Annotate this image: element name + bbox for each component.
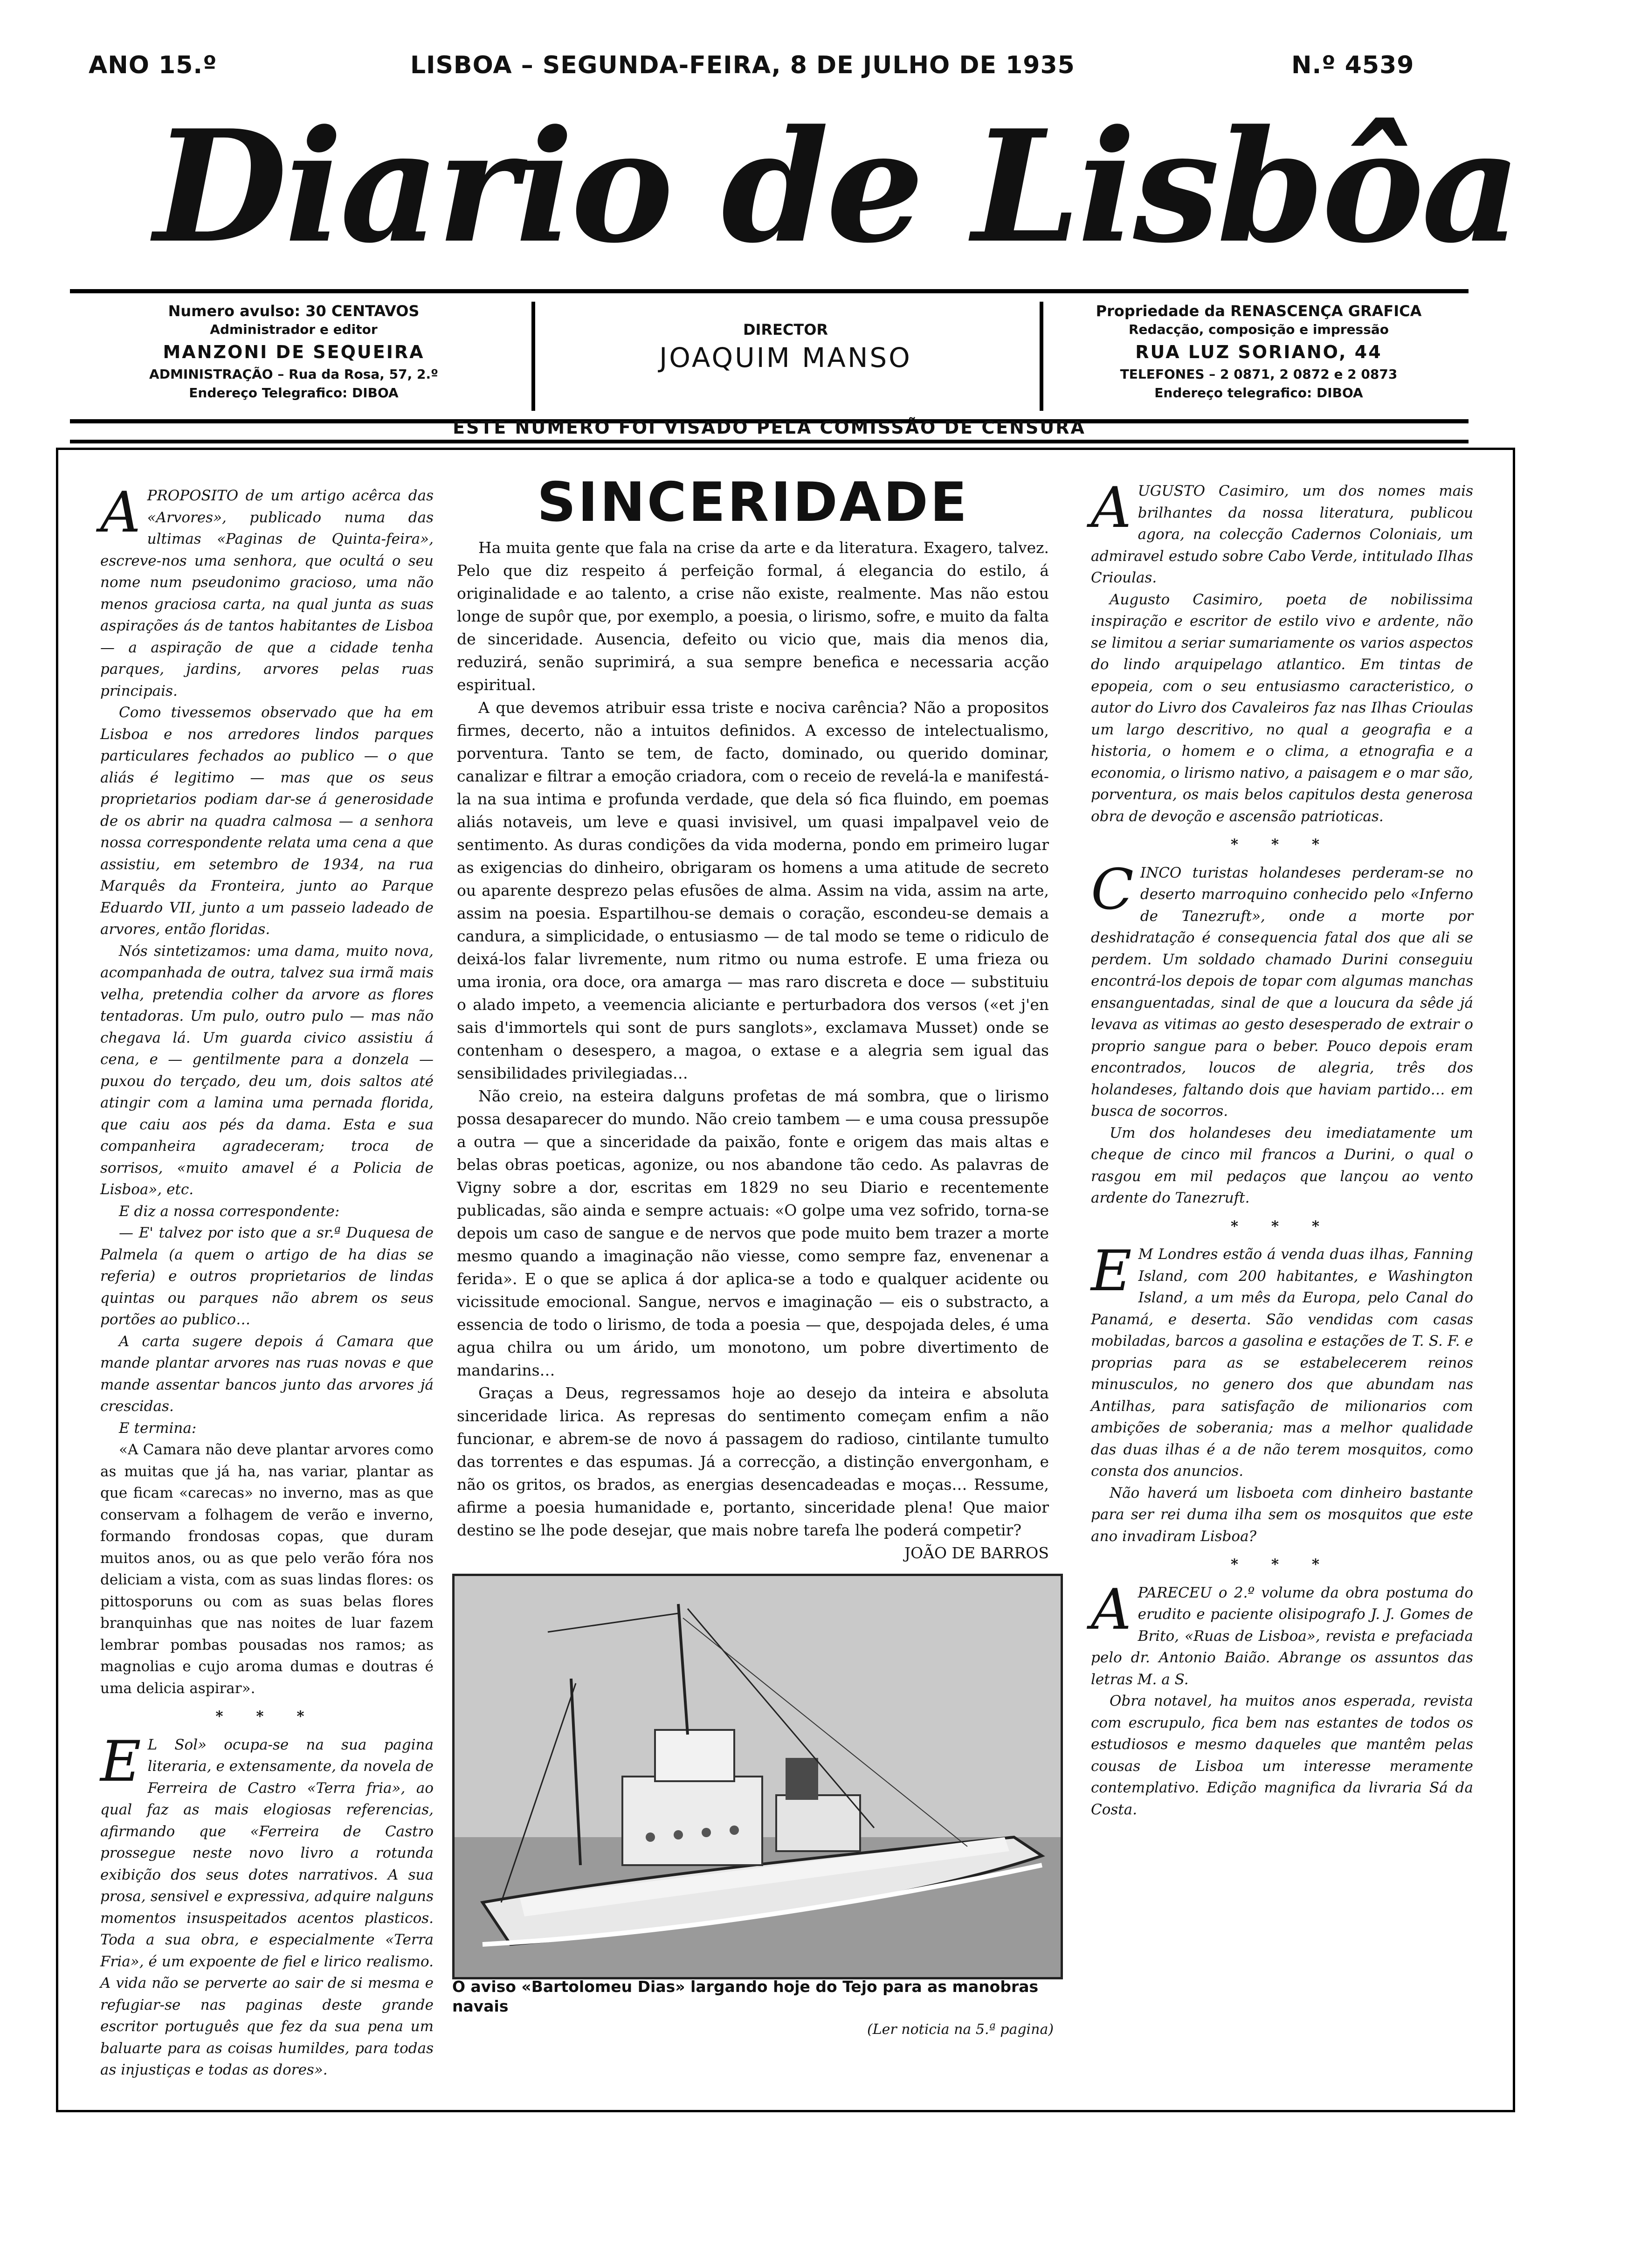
separator	[531, 302, 535, 411]
article-ilhas-venda	[1091, 1239, 1473, 1482]
drop-cap: E	[100, 1729, 141, 1794]
info-box	[70, 289, 1469, 423]
quoted-letter: «A Camara não deve plantar arvores como as muitas que já ha, nas variar, plantar as que ficam «carecas» no inverno, mas as que conservam a folhagem de verão e inverno, formando frondosas copas, que duram muitos anos, ou as que pelo verão fóra nos deliciam a vista, com as suas lindas flores: os pittosporuns ou com as suas belas flores branquinhas que nas noites de luar fazem lembrar pombas pousadas nos ramos; as magnolias e cujo aroma dumas e doutras é uma delicia aspirar».	[100, 1441, 434, 1697]
drop-cap: A	[100, 480, 141, 545]
paragraph: Ha muita gente que fala na crise da arte e da literatura. Exagero, talvez. Pelo que diz respeito á perfeição formal, á elegancia do estilo, á originalidade e ao talento, a crise não existe, realmente. Mas não estou longe de supôr que, por exemplo, a poesia, o lirismo, sofre, e muito da falta de sinceridade. Ausencia, defeito ou vicio que, mais dia menos dia, reduzirá, senão suprimirá, a sua sempre benefica e necessaria acção espiritual.	[457, 539, 1049, 694]
dateline: LISBOA – SEGUNDA-FEIRA, 8 DE JULHO DE 1935	[410, 51, 1075, 79]
paragraph: Não creio, na esteira dalguns profetas de má sombra, que o lirismo possa desaparecer do mundo. Não creio tambem — e uma cousa pressupõe a outra — que a sinceridade da paixão, fonte e origem das mais altas e belas obras poeticas, agonize, ou nos abandone tão cedo. As palavras de Vigny sobre a dor, escritas em 1829 no seu Diario e recentemente publicadas, são ainda e sempre actuais: «O golpe uma vez sofrido, torna-se depois um caso de sangue e de nervos que pode muito bem trazer a morte mesmo quando a imaginação não viesse, como sempre faz, envenenar a ferida». E o que se aplica á dor aplica-se a todo e qualquer acidente ou vicissitude emocional. Sangue, nervos e imaginação — eis o substracto, a essencia de todo o lirismo, de toda a poesia — que, despojada deles, é uma agua chilra ou um árido, um monotono, um pobre divertimento de mandarins…	[457, 1087, 1049, 1379]
office-label: Redacção, composição e impressão	[1128, 322, 1389, 337]
paragraph: Não haverá um lisboeta com dinheiro bastante para ser rei duma ilha sem os mosquitos que este ano invadiram Lisboa?	[1091, 1484, 1473, 1545]
main-article	[457, 536, 1049, 1562]
paragraph: Nós sintetizamos: uma dama, muito nova, acompanhada de outra, talvez sua irmã mais velha, pretendia colher da arvore as flores tentadoras. Um pulo, outro pulo — mas não chegava lá. Um guarda civico assistiu á cena, e — gentilmente para a donzela — puxou do terçado, deu um, dois saltos até atingir com a lamina uma pernada florida, que caiu aos pés da dama. Esta e sua companheira agradeceram; troca de sorrisos, «muito amavel é a Policia de Lisboa», etc.	[100, 942, 434, 1198]
price-label: Numero avulso: 30 CENTAVOS	[168, 302, 420, 320]
owner-label: Propriedade da RENASCENÇA GRAFICA	[1096, 302, 1422, 320]
paragraph: E diz a nossa correspondente:	[119, 1203, 340, 1220]
paragraph: Um dos holandeses deu imediatamente um cheque de cinco mil francos a Durini, o qual o rasgou em mil pedaços que lançou ao vento ardente do Tanezruft.	[1091, 1124, 1473, 1206]
photo-caption: O aviso «Bartolomeu Dias» largando hoje do Tejo para as manobras navais	[452, 1978, 1039, 2015]
censorship-notice: ESTE NUMERO FOI VISADO PELA COMISSÃO DE CENSURA	[70, 417, 1469, 443]
paragraph: Obra notavel, ha muitos anos esperada, revista com escrupulo, fica bem nas estantes de todos os estudiosos e mesmo daqueles que mantêm pelas cousas de Lisboa um interesse meramente contemplativo. Edição magnifica da livraria Sá da Costa.	[1091, 1693, 1473, 1818]
right-column	[1091, 476, 1473, 2066]
street-address: RUA LUZ SORIANO, 44	[1135, 342, 1382, 362]
telegraph-label: Endereço telegrafico: DIBOA	[1154, 385, 1363, 401]
headline: SINCERIDADE	[537, 471, 969, 534]
article-arvores	[100, 480, 434, 702]
drop-cap: A	[1091, 1577, 1131, 1642]
paragraph: UGUSTO Casimiro, um dos nomes mais brilhantes da nossa literatura, publicou agora, na colecção Cadernos Coloniais, um admiravel estudo sobre Cabo Verde, intitulado Ilhas Crioulas.	[1091, 483, 1473, 586]
paragraph: Graças a Deus, regressamos hoje ao desejo da inteira e absoluta sinceridade lirica. As represas do sentimento começam enfim a não funcionar, e abrem-se de novo á passagem do radioso, cintilante tumulto das torrentes e das espumas. Já a correcção, a distinção envergonham, e não os gritos, os brados, as energias desencadeadas e moças… Ressume, afirme a poesia humanidade e, portanto, sinceridade plena! Que maior destino se lhe pode desejar, que mais nobre tarefa lhe poderá competir?	[457, 1384, 1049, 1539]
caption-note: (Ler noticia na 5.ª pagina)	[867, 2021, 1054, 2038]
paragraph: L Sol» ocupa-se na sua pagina literaria, e extensamente, da novela de Ferreira de Castro «Terra fria», ao qual faz as mais elogiosas referencias, afirmando que «Ferreira de Castro prossegue neste novo livro a rotunda exibição dos seus dotes narrativos. A sua prosa, sensivel e expressiva, adquire nalguns momentos insuspeitados acentos plasticos. Toda a sua obra, e especialmente «Terra Fria», é um expoente de fiel e lirico realismo. A vida não se perverte ao sair de si mesma e refugiar-se nas paginas deste grande escritor português que fez da sua pena um baluarte para as coisas humildes, para todas as injustiças e todas as dores».	[100, 1736, 434, 2078]
ship-illustration	[455, 1576, 1061, 1977]
section-divider: * * *	[215, 1708, 318, 1725]
article-ruas-de-lisboa	[1091, 1577, 1473, 1691]
administration-block	[70, 302, 517, 411]
paragraph: PARECEU o 2.º volume da obra postuma do erudito e paciente olisipografo J. J. Gomes de Brito, «Ruas de Lisboa», revista e prefaciada pelo dr. Antonio Baião. Abrange os assuntos das letras M. a S.	[1091, 1584, 1473, 1688]
paragraph: A que devemos atribuir essa triste e nociva carência? Não a propositos firmes, decerto, não a intuitos definidos. A excesso de intelectualismo, porventura. Tanto se tem, de facto, dominado, ou querido dominar, canalizar e filtrar a emoção criadora, com o receio de revelá-la e manifestá-la na sua intima e profunda verdade, que dela só fica fluindo, em poemas aliás notaveis, um leve e quasi invisivel, um quasi impalpavel veio de sentimento. As duras condições da vida moderna, pondo em primeiro lugar as exigencias do dinheiro, obrigaram os homens a uma atitude de secreto ou aparente desprezo pelas efusões de alma. Assim na vida, assim na arte, assim na poesia. Espartilhou-se demais o coração, escondeu-se demais a candura, a simplicidade, o entusiasmo — de tal modo se teme o ridiculo de deixá-los falar livremente, num ritmo ou numa estrofe. E uma frieza ou uma ironia, ora doce, ora amarga — mas raro discreta e doce — substituiu o alado impeto, a veemencia aliciante e perturbadora dos versos («et j'en sais d'immortels qui sont de purs sanglots», exclamava Musset) onde se contenham o desespero, a magoa, o extase e a alegria sem igual das sensibilidades privilegiadas…	[457, 698, 1049, 1082]
drop-cap: A	[1091, 476, 1131, 540]
section-divider: * * *	[1230, 1556, 1334, 1573]
director-block	[541, 302, 1030, 411]
director-role: DIRECTOR	[743, 321, 828, 339]
admin-address: ADMINISTRAÇÃO – Rua da Rosa, 57, 2.º	[149, 366, 438, 382]
drop-cap: C	[1091, 857, 1134, 922]
author-signature: JOÃO DE BARROS	[904, 1544, 1049, 1562]
section-divider: * * *	[1230, 836, 1334, 853]
ownership-block	[1049, 302, 1469, 411]
admin-name: MANZONI DE SEQUEIRA	[163, 342, 425, 362]
director-name: JOAQUIM MANSO	[659, 342, 912, 373]
article-terra-fria	[100, 1729, 434, 2081]
ship-photo	[452, 1574, 1063, 1979]
issue-number: N.º 4539	[1291, 51, 1414, 79]
paragraph: Como tivessemos observado que ha em Lisboa e nos arredores lindos parques particulares fechados ao publico — o que aliás é legitimo — mas que os seus proprietarios podiam dar-se á generosidade de os abrir na quadra calmosa — a senhora nossa correspondente relata uma cena a que assistiu, em setembro de 1934, na rua Marquês da Fronteira, junto ao Parque Eduardo VII, junto a um passeio ladeado de arvores, então floridas.	[100, 704, 434, 938]
masthead-title: Diario de Lisbôa	[154, 96, 1519, 277]
paragraph: INCO turistas holandeses perderam-se no deserto marroquino conhecido pelo «Inferno de Tanezruft», onde a morte por deshidratação é consequencia fatal dos que ali se perdem. Um soldado chamado Durini conseguiu encontrá-los depois de topar com algumas manchas ensanguentadas, sinal de que a loucura da sêde já levava as vitimas ao gesto desesperado de extrair o proprio sangue para o beber. Pouco depois eram encontrados, loucos de alegria, três dos holandeses, faltando dois que haviam partido… em busca de socorros.	[1091, 864, 1473, 1120]
admin-role: Administrador e editor	[210, 322, 378, 337]
article-tanezruft	[1091, 857, 1473, 1122]
section-divider: * * *	[1230, 1217, 1334, 1235]
paragraph: Augusto Casimiro, poeta de nobilissima inspiração e escritor de estilo vivo e ardente, não se limitou a seriar sumariamente os varios aspectos do lindo arquipelago atlantico. Em tintas de epopeia, com o seu entusiasmo caracteristico, o autor do Livro dos Cavaleiros faz nas Ilhas Crioulas um largo descritivo, no qual a geografia e a historia, o homem e o clima, a etnografia e a economia, o lirismo nativo, a paisagem e o mar são, porventura, os mais belos capitulos desta generosa obra de devoção e ascensão patrioticas.	[1091, 591, 1473, 825]
phones-label: TELEFONES – 2 0871, 2 0872 e 2 0873	[1120, 366, 1398, 382]
admin-telegraph: Endereço Telegrafico: DIBOA	[189, 385, 399, 401]
drop-cap: E	[1091, 1239, 1132, 1304]
paragraph: E termina:	[119, 1419, 197, 1437]
paragraph: PROPOSITO de um artigo acêrca das «Arvores», publicado numa das ultimas «Paginas de Quinta-feira», escreve-nos uma senhora, que ocultá o seu nome num pseudonimo gracioso, uma não menos graciosa carta, na qual junta as suas aspirações ás de tantos habitantes de Lisboa — a aspiração de que a cidade tenha parques, jardins, arvores pelas ruas principais.	[100, 487, 434, 699]
article-ilhas-crioulas	[1091, 476, 1473, 589]
paragraph: M Londres estão á venda duas ilhas, Fanning Island, com 200 habitantes, e Washington Island, a um mês da Europa, pelo Canal do Panamá, e deserta. São vendidas com casas mobiladas, barcos a gasolina e estações de T. S. F. e proprias para as se estabelecerem reinos minusculos, no genero dos que abundam nas Antilhas, para satisfação de milionarios com ambições de soberania; mas a melhor qualidade das duas ilhas é a de não terem mosquitos, como consta dos anuncios.	[1091, 1246, 1473, 1480]
year-label: ANO 15.º	[89, 51, 217, 79]
separator	[1040, 302, 1043, 411]
paragraph: A carta sugere depois á Camara que mande plantar arvores nas ruas novas e que mande assentar bancos junto das arvores já crescidas.	[100, 1333, 434, 1415]
left-column	[100, 480, 434, 2103]
paragraph: — E' talvez por isto que a sr.ª Duquesa de Palmela (a quem o artigo de ha dias se referia) e outros proprietarios de lindas quintas ou parques não abrem os seus portões ao publico…	[100, 1224, 434, 1328]
